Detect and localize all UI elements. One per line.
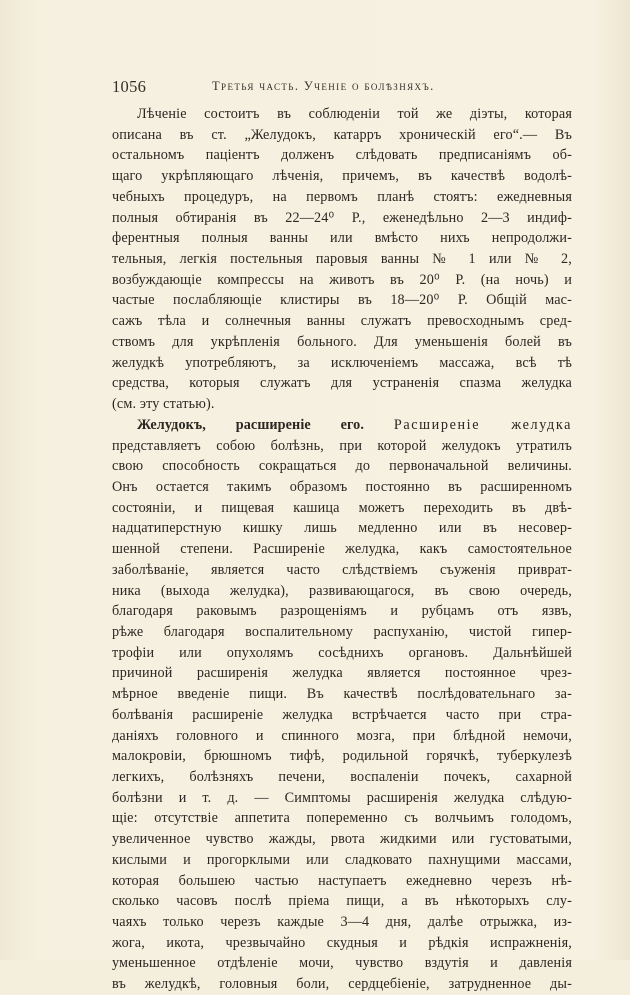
article-heading: Желудокъ, расширеніе его. xyxy=(137,416,365,433)
text-line: Онъ остается такимъ образомъ постоянно въ расширенномъ xyxy=(112,478,572,495)
text-line: свою способность сокращаться до первоначальной величины. xyxy=(112,458,572,475)
text-line: чебныхъ процедуръ, на первомъ планѣ стоятъ: ежедневныя xyxy=(112,188,572,205)
text-line: сажъ тѣла и солнечныя ванны служатъ превосходнымъ сред- xyxy=(112,313,572,330)
text-line: благодаря раковымъ разрощеніямъ и рубцамъ отъ язвъ, xyxy=(112,603,572,620)
text-line: описана въ ст. „Желудокъ, катарръ хроническій его“.— Въ xyxy=(112,126,572,143)
text-line: ствомъ для укрѣпленія больного. Для уменьшенія болей въ xyxy=(112,333,572,350)
text-line: возбуждающіе компрессы на животъ въ 20⁰ Р. (на ночь) и xyxy=(112,271,572,288)
text-line: полныя обтиранія въ 22—24⁰ Р., еженедѣльно 2—3 индиф- xyxy=(112,209,572,226)
text-line: ферентныя полныя ванны или вмѣсто нихъ непродолжи- xyxy=(112,230,572,247)
text-line: тельныя, легкія постельныя паровыя ванны № 1 или № 2, xyxy=(112,251,572,268)
text-line: чаяхъ только черезъ каждые 3—4 дня, далѣе отрыжка, из- xyxy=(112,914,572,931)
paragraph-treatment xyxy=(112,104,572,415)
paragraph-dilation xyxy=(112,415,572,995)
text-line: щіе: отсутствіе аппетита попеременно съ волчьимъ голодомъ, xyxy=(112,810,572,827)
text-line: жога, икота, чрезвычайно скудныя и рѣдкія испражненія, xyxy=(112,934,572,951)
text-line: болѣванія расширеніе желудка встрѣчается часто при стра- xyxy=(112,706,572,723)
text-line: шенной степени. Расширеніе желудка, какъ самостоятельное xyxy=(112,541,572,558)
text-line: уменьшенное отдѣленіе мочи, чувство вздутія и давленія xyxy=(112,955,572,972)
heading-line xyxy=(112,415,572,436)
text-line: надцатиперстную кишку лишь медленно или въ несовер- xyxy=(112,520,572,537)
text-line: которая большею частью наступаетъ ежедневно черезъ нѣ- xyxy=(112,872,572,889)
text-line: состояніи, и пищевая кашица можетъ переходить въ двѣ- xyxy=(112,499,572,516)
text-line: щаго укрѣпляющаго лѣченія, причемъ, въ качествѣ водолѣ- xyxy=(112,168,572,185)
text-line: мѣрное введеніе пищи. Въ качествѣ послѣдовательнаго за- xyxy=(112,686,572,703)
heading-tail: Расширеніе желудка xyxy=(393,416,572,433)
text-line: трофіи или опухолямъ сосѣднихъ органовъ. Дальнѣйшей xyxy=(112,644,572,661)
text-line: малокровіи, брюшномъ тифѣ, родильной горячкѣ, туберкулезѣ xyxy=(112,748,572,765)
text-line: кислыми и прогорклыми или сладковато пахнущими массами, xyxy=(112,851,572,868)
text-line: даніяхъ головного и спинного мозга, при блѣдной немочи, xyxy=(112,727,572,744)
text-line: заболѣваніе, является часто слѣдствіемъ съуженія приврат- xyxy=(112,561,572,578)
text-line: причиной расширенія желудка является постоянное чрез- xyxy=(112,665,572,682)
text-line: легкихъ, болѣзняхъ печени, воспаленіи почекъ, сахарной xyxy=(112,769,572,785)
running-title: Третья часть. Ученіе о болѣзняхъ. xyxy=(212,79,435,93)
text-line: въ желудкѣ, головныя боли, сердцебіеніе, затрудненное ды- xyxy=(112,976,572,993)
text-line: болѣзни и т. д. — Симптомы расширенія желудка слѣдую- xyxy=(112,789,572,806)
text-line: представляетъ собою болѣзнь, при которой желудокъ утратилъ xyxy=(112,437,572,454)
text-line: средства, которыя служатъ для устраненія спазма желудка xyxy=(112,375,572,392)
text-line: желудкѣ употребляютъ, за исключеніемъ массажа, всѣ тѣ xyxy=(112,354,572,371)
text-line: ника (выхода желудка), развивающагося, въ свою очередь, xyxy=(112,582,572,599)
text-line: рѣже благодаря воспалительному распуханію, чистой гипер- xyxy=(112,623,572,640)
text-line: остальномъ паціентъ долженъ слѣдовать предписаніямъ об- xyxy=(112,147,572,164)
text-line: увеличенное чувство жажды, рвота жидкими или густоватыми, xyxy=(112,831,572,848)
body-text xyxy=(112,104,572,995)
text-line: частые послабляющіе клистиры въ 18—20⁰ Р. Общій мас- xyxy=(112,292,572,309)
text-line: сколько часовъ послѣ пріема пищи, а въ нѣкоторыхъ слу- xyxy=(112,893,572,910)
page-header xyxy=(112,77,572,99)
text-line: (см. эту статью). xyxy=(112,396,215,413)
page-number: 1056 xyxy=(112,77,147,96)
text-line: Лѣченіе состоитъ въ соблюденіи той же діэты, которая xyxy=(137,106,572,122)
